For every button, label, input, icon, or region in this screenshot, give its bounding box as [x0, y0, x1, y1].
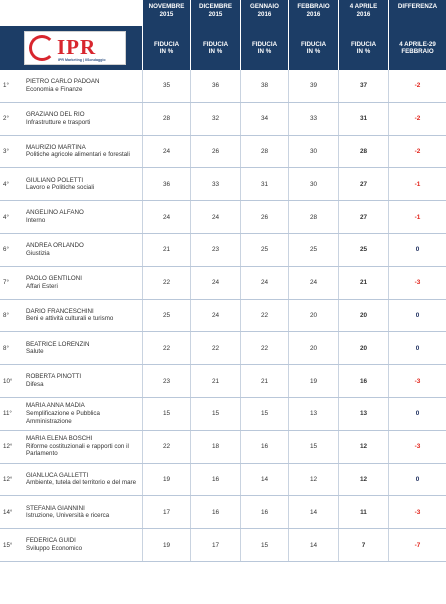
minister-cell: [22, 300, 142, 332]
value-diff: -3: [388, 496, 446, 528]
table-row: [0, 529, 446, 562]
rank-cell: 11°: [3, 410, 12, 418]
value-apr: 16: [338, 365, 388, 397]
header-fiducia-apr: FIDUCIA IN %: [338, 26, 388, 70]
header-period-feb: FEBBRAIO 2016: [288, 0, 338, 26]
value-gen: 31: [240, 168, 288, 200]
rank-cell: 1°: [3, 82, 9, 90]
ipr-logo-subtitle: IPR Marketing | IlSondaggio: [58, 58, 106, 62]
value-dic: 17: [190, 529, 240, 561]
minister-cell: [22, 70, 142, 102]
minister-cell: [22, 398, 142, 430]
value-dic: 21: [190, 365, 240, 397]
rank-cell: 15°: [3, 541, 13, 549]
header-logo-cell: [22, 26, 142, 70]
value-dic: 36: [190, 70, 240, 102]
value-dic: 26: [190, 136, 240, 168]
value-gen: 16: [240, 496, 288, 528]
value-dic: 15: [190, 398, 240, 430]
value-nov: 22: [142, 267, 190, 299]
minister-cell: [22, 234, 142, 266]
minister-cell: [22, 365, 142, 397]
minister-name: PIETRO CARLO PADOAN: [26, 78, 100, 86]
value-gen: 16: [240, 431, 288, 463]
value-feb: 39: [288, 70, 338, 102]
minister-cell: [22, 136, 142, 168]
header-fiducia-feb: FIDUCIA IN %: [288, 26, 338, 70]
minister-role: Giustizia: [26, 249, 50, 257]
value-feb: 19: [288, 365, 338, 397]
minister-name: GIANLUCA GALLETTI: [26, 471, 89, 479]
value-nov: 15: [142, 398, 190, 430]
value-nov: 22: [142, 332, 190, 364]
value-nov: 21: [142, 234, 190, 266]
value-dic: 24: [190, 300, 240, 332]
value-dic: 32: [190, 103, 240, 135]
value-dic: 16: [190, 464, 240, 496]
value-diff: 0: [388, 464, 446, 496]
value-nov: 25: [142, 300, 190, 332]
ipr-logo-text: IPR: [57, 35, 97, 59]
value-feb: 14: [288, 496, 338, 528]
value-gen: 15: [240, 529, 288, 561]
value-feb: 25: [288, 234, 338, 266]
value-diff: 0: [388, 300, 446, 332]
value-diff: -2: [388, 70, 446, 102]
value-feb: 20: [288, 332, 338, 364]
minister-cell: [22, 332, 142, 364]
value-gen: 24: [240, 267, 288, 299]
value-apr: 7: [338, 529, 388, 561]
table-row: [0, 496, 446, 529]
table-row: [0, 398, 446, 431]
minister-role: Salute: [26, 348, 44, 356]
value-gen: 26: [240, 201, 288, 233]
header-blank-name: [22, 0, 142, 26]
value-dic: 18: [190, 431, 240, 463]
value-apr: 37: [338, 70, 388, 102]
value-diff: -3: [388, 365, 446, 397]
value-feb: 30: [288, 136, 338, 168]
value-diff: -2: [388, 103, 446, 135]
value-diff: -1: [388, 201, 446, 233]
value-nov: 24: [142, 201, 190, 233]
value-apr: 20: [338, 332, 388, 364]
minister-cell: [22, 431, 142, 463]
header-fiducia-gen: FIDUCIA IN %: [240, 26, 288, 70]
value-gen: 21: [240, 365, 288, 397]
value-nov: 36: [142, 168, 190, 200]
value-feb: 13: [288, 398, 338, 430]
table-header-periods: [0, 0, 446, 26]
minister-role: Infrastrutture e trasporti: [26, 118, 91, 126]
minister-cell: [22, 168, 142, 200]
value-gen: 25: [240, 234, 288, 266]
minister-name: FEDERICA GUIDI: [26, 537, 76, 545]
minister-cell: [22, 103, 142, 135]
minister-cell: [22, 267, 142, 299]
value-dic: 16: [190, 496, 240, 528]
value-gen: 22: [240, 300, 288, 332]
value-diff: -1: [388, 168, 446, 200]
rank-cell: 12°: [3, 443, 13, 451]
table-row: [0, 103, 446, 136]
value-gen: 34: [240, 103, 288, 135]
rank-cell: 14°: [3, 508, 13, 516]
table-row: [0, 332, 446, 365]
header-period-dic: DICEMBRE 2015: [190, 0, 240, 26]
value-apr: 20: [338, 300, 388, 332]
minister-cell: [22, 529, 142, 561]
minister-name: DARIO FRANCESCHINI: [26, 307, 94, 315]
rank-cell: 2°: [3, 115, 9, 123]
value-diff: -7: [388, 529, 446, 561]
value-apr: 27: [338, 168, 388, 200]
value-dic: 22: [190, 332, 240, 364]
value-apr: 25: [338, 234, 388, 266]
minister-role: Riforme costituzionali e rapporti con il Parlamento: [26, 442, 129, 458]
value-feb: 15: [288, 431, 338, 463]
minister-name: MARIA ELENA BOSCHI: [26, 435, 93, 443]
minister-role: Beni e attività culturali e turismo: [26, 315, 114, 323]
minister-role: Lavoro e Politiche sociali: [26, 184, 95, 192]
header-diff-range: 4 APRILE-29 FEBBRAIO: [388, 26, 446, 70]
minister-role: Sviluppo Economico: [26, 545, 83, 553]
table-row: [0, 300, 446, 333]
header-logo-spacer: [0, 26, 22, 70]
value-feb: 20: [288, 300, 338, 332]
rank-cell: 4°: [3, 180, 9, 188]
minister-cell: [22, 464, 142, 496]
minister-cell: [22, 496, 142, 528]
table-row: [0, 234, 446, 267]
value-nov: 22: [142, 431, 190, 463]
value-feb: 12: [288, 464, 338, 496]
rank-cell: 4°: [3, 213, 9, 221]
minister-role: Semplificazione e Pubblica Amministrazione: [26, 410, 100, 425]
table-row: [0, 136, 446, 169]
value-dic: 24: [190, 267, 240, 299]
ipr-logo: [24, 31, 126, 65]
table-row: [0, 201, 446, 234]
minister-name: ANDREA ORLANDO: [26, 242, 84, 250]
minister-name: PAOLO GENTILONI: [26, 275, 82, 283]
header-blank-rank: [0, 0, 22, 26]
value-dic: 23: [190, 234, 240, 266]
value-apr: 31: [338, 103, 388, 135]
value-apr: 11: [338, 496, 388, 528]
value-feb: 24: [288, 267, 338, 299]
value-dic: 33: [190, 168, 240, 200]
minister-role: Istruzione, Università e ricerca: [26, 512, 110, 520]
minister-name: GRAZIANO DEL RIO: [26, 111, 85, 119]
value-diff: 0: [388, 398, 446, 430]
header-period-apr: 4 APRILE 2016: [338, 0, 388, 26]
value-nov: 28: [142, 103, 190, 135]
minister-role: Difesa: [26, 381, 44, 389]
minister-role: Interno: [26, 217, 46, 225]
ipr-logo-swirl-icon: [29, 35, 55, 61]
value-apr: 21: [338, 267, 388, 299]
minister-name: STEFANIA GIANNINI: [26, 504, 85, 512]
value-gen: 28: [240, 136, 288, 168]
header-fiducia-nov: FIDUCIA IN %: [142, 26, 190, 70]
value-feb: 33: [288, 103, 338, 135]
value-gen: 15: [240, 398, 288, 430]
value-apr: 12: [338, 431, 388, 463]
header-fiducia-dic: FIDUCIA IN %: [190, 26, 240, 70]
rank-cell: 12°: [3, 475, 13, 483]
table-row: [0, 365, 446, 398]
table-row: [0, 168, 446, 201]
value-diff: -3: [388, 267, 446, 299]
header-differenza: DIFFERENZA: [388, 0, 446, 26]
rank-cell: 10°: [3, 377, 13, 385]
value-dic: 24: [190, 201, 240, 233]
value-gen: 14: [240, 464, 288, 496]
value-apr: 28: [338, 136, 388, 168]
header-period-nov: NOVEMBRE 2015: [142, 0, 190, 26]
value-nov: 24: [142, 136, 190, 168]
rank-cell: 8°: [3, 344, 9, 352]
value-gen: 22: [240, 332, 288, 364]
minister-cell: [22, 201, 142, 233]
minister-name: MARIA ANNA MADIA: [26, 402, 85, 410]
value-nov: 23: [142, 365, 190, 397]
table-row: [0, 464, 446, 497]
minister-role: Ambiente, tutela del territorio e del mare: [26, 479, 137, 487]
value-diff: -3: [388, 431, 446, 463]
minister-name: ROBERTA PINOTTI: [26, 373, 82, 381]
rank-cell: 6°: [3, 246, 9, 254]
rank-cell: 7°: [3, 279, 9, 287]
value-nov: 35: [142, 70, 190, 102]
value-nov: 17: [142, 496, 190, 528]
minister-name: GIULIANO POLETTI: [26, 176, 84, 184]
value-feb: 14: [288, 529, 338, 561]
value-feb: 30: [288, 168, 338, 200]
minister-name: MAURIZIO MARTINA: [26, 143, 86, 151]
rank-cell: 3°: [3, 147, 9, 155]
value-apr: 12: [338, 464, 388, 496]
table-row: [0, 431, 446, 464]
table-row: [0, 267, 446, 300]
table-header-measures: [0, 26, 446, 70]
value-diff: -2: [388, 136, 446, 168]
value-diff: 0: [388, 332, 446, 364]
rank-cell: 8°: [3, 311, 9, 319]
minister-role: Politiche agricole alimentari e forestali: [26, 151, 130, 159]
value-nov: 19: [142, 464, 190, 496]
minister-name: BEATRICE LORENZIN: [26, 340, 90, 348]
header-period-gen: GENNAIO 2016: [240, 0, 288, 26]
value-nov: 19: [142, 529, 190, 561]
minister-role: Economia e Finanze: [26, 85, 83, 93]
value-apr: 27: [338, 201, 388, 233]
value-apr: 13: [338, 398, 388, 430]
minister-name: ANGELINO ALFANO: [26, 209, 84, 217]
table-body: [0, 70, 446, 562]
value-diff: 0: [388, 234, 446, 266]
value-gen: 38: [240, 70, 288, 102]
minister-role: Affari Esteri: [26, 282, 58, 290]
value-feb: 28: [288, 201, 338, 233]
table-row: [0, 70, 446, 103]
